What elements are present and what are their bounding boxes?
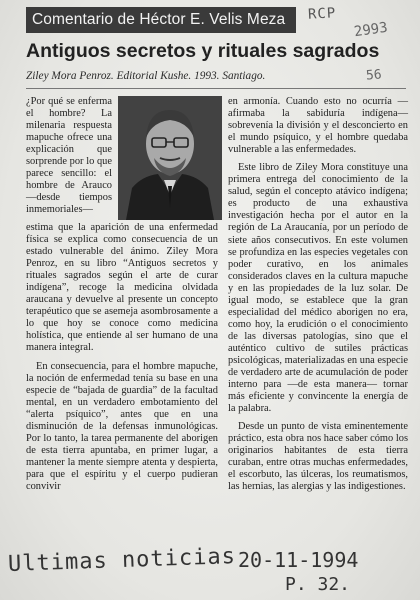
article-paragraph: estima que la aparición de una enfermedad física se explica como consecuencia de un estado vulnerable del ánimo. Ziley Mora Penroz, en su libro “Antiguos secretos y rituales sagrados según el arte de curar indígena”, recoge la medicina olvidada araucana y devuelve al presente un concepto terapéutico que se asemeja asombrosamente a lo que hoy se conoce como medicina holística, que entiende al ser humano de una manera integral. <box>26 222 218 354</box>
handwritten-date: 20-11-1994 <box>238 548 359 572</box>
handwritten-archive-code: RCP <box>307 5 337 23</box>
article-title: Antiguos secretos y rituales sagrados <box>26 40 380 62</box>
article-paragraph: En consecuencia, para el hombre mapuche, la noción de enfermedad tenía su base en una especie de “bajada de guardia” de la facultad mental, en un verdadero embotamiento del “alerta psíquico”, antes que en una disminución de la defensas inmunológicas. Por lo tanto, la tarea permanente del aborigen de esta tierra apuntaba, en primer lugar, a mantener la mente siempre atenta y despierta, para que el espíritu y el cuerpo pudieran convivir <box>26 360 218 492</box>
title-divider <box>26 88 406 89</box>
section-title: Comentario de Héctor E. Velis Meza <box>32 11 286 28</box>
article-column-right <box>228 96 408 500</box>
article-column-left <box>26 222 218 499</box>
article-intro <box>26 96 112 216</box>
article-paragraph: en armonía. Cuando esto no ocurría —afirmaba la sabiduría indígena— sobrevenía la división y el desconcierto en el mundo psíquico, y el hombre quedaba vulnerable a las enfermedades. <box>228 96 408 156</box>
author-photo <box>118 96 222 220</box>
handwritten-page: P. 32. <box>285 574 351 595</box>
article-byline: Ziley Mora Penroz. Editorial Kushe. 1993. Santiago. <box>26 70 266 82</box>
author-portrait-image <box>118 96 222 220</box>
handwritten-side-note: 56 <box>365 67 383 84</box>
intro-paragraph: ¿Por qué se enferma el hombre? La milenaria respuesta mapuche ofrece una explicación que sorprende por lo que parece sencillo: el hombre de Arauco —desde tiempos inmemoriales— <box>26 96 112 216</box>
article-paragraph: Este libro de Ziley Mora constituye una primera entrega del conocimiento de la salud, según el concepto atávico indígena; es producto de una exhaustiva investigación hecha por el autor en la región de La Araucanía, por un período de siete años consecutivos. En este volumen se profundiza en las especies vegetales con poder curativo, en los animales considerados claves en la cultura mapuche y en las propiedades de la luz solar. De igual modo, se establece que la gran especialidad del médico aborigen no era, como hoy, la erudición o el conocimiento de las diversas patologías, sino que el auténtico cultivo de sutiles prácticas psicológicas, materializadas en una especie de verdadero arte de acumulación de poder interno para —de esta manera— tornar más eficiente y convincente la energía de la palabra. <box>228 162 408 415</box>
article-paragraph: Desde un punto de vista eminentemente práctico, esta obra nos hace saber cómo los originarios habitantes de esta tierra curaban, entre otras muchas enfermedades, el escorbuto, las úlceras, los reumatismos, las hernias, las alergias y las indigestiones. <box>228 421 408 493</box>
handwritten-archive-number: 2993 <box>353 19 389 41</box>
section-banner <box>26 7 296 33</box>
handwritten-source: Ultimas noticias <box>7 544 237 577</box>
